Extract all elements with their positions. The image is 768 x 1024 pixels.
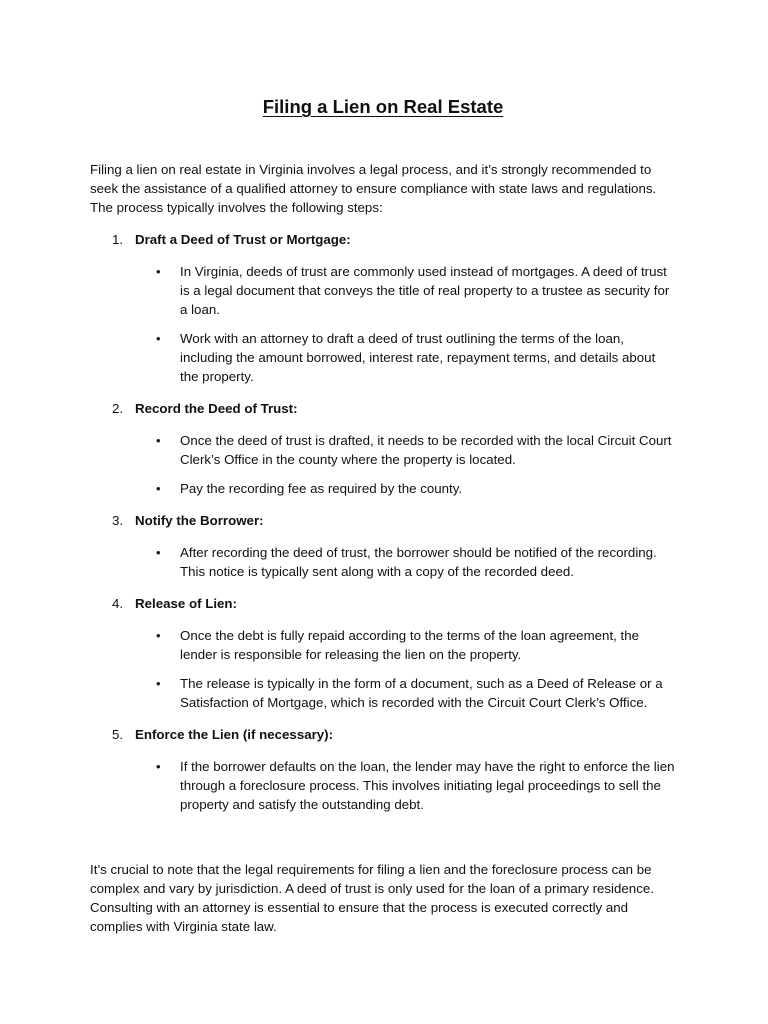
step-item — [90, 591, 676, 712]
bullet-text: In Virginia, deeds of trust are commonly used instead of mortgages. A deed of trust is a legal document that conveys the title of real property to a trustee as security for a loan. — [180, 264, 670, 317]
bullet-item — [90, 431, 676, 469]
step-title: Release of Lien: — [135, 596, 237, 611]
bullet-item — [90, 757, 676, 814]
step-item — [90, 508, 676, 581]
bullet-icon: • — [156, 264, 161, 279]
step-number: 3. — [112, 513, 124, 528]
bullet-text: Once the deed of trust is drafted, it needs to be recorded with the local Circuit Court Clerk’s Office in the county where the property is located. — [180, 433, 672, 467]
bullet-item — [90, 543, 676, 581]
bullet-icon: • — [156, 759, 161, 774]
bullet-list — [90, 757, 676, 814]
bullet-icon: • — [156, 545, 161, 560]
document-title: Filing a Lien on Real Estate — [262, 96, 504, 117]
bullet-icon: • — [156, 628, 161, 643]
bullet-text: Once the debt is fully repaid according to the terms of the loan agreement, the lender is responsible for releasing the lien on the property. — [180, 628, 640, 662]
bullet-list — [90, 626, 676, 712]
step-title: Draft a Deed of Trust or Mortgage: — [135, 232, 351, 247]
bullet-text: Work with an attorney to draft a deed of trust outlining the terms of the loan, including the amount borrowed, interest rate, repayment terms, and details about the property. — [180, 331, 656, 384]
bullet-icon: • — [156, 481, 161, 496]
bullet-text: After recording the deed of trust, the borrower should be notified of the recording. This notice is typically sent along with a copy of the recorded deed. — [180, 545, 657, 579]
bullet-text: Pay the recording fee as required by the county. — [180, 481, 463, 496]
bullet-text: The release is typically in the form of a document, such as a Deed of Release or a Satisfaction of Mortgage, which is recorded with the Circuit Court Clerk’s Office. — [180, 676, 663, 710]
bullet-item — [90, 479, 676, 498]
step-number: 2. — [112, 401, 124, 416]
step-item — [90, 722, 676, 814]
step-item — [90, 396, 676, 498]
step-number: 4. — [112, 596, 124, 611]
bullet-icon: • — [156, 676, 161, 691]
bullet-text: If the borrower defaults on the loan, the lender may have the right to enforce the lien through a foreclosure process. This involves initiating legal proceedings to sell the property and satisfy the outstanding debt. — [180, 759, 675, 812]
closing-paragraph: It’s crucial to note that the legal requirements for filing a lien and the foreclosure process can be complex and vary by jurisdiction. A deed of trust is only used for the loan of a primary residence. Consulting with an attorney is essential to ensure that the process is executed correctly and complies with Virginia state law. — [90, 862, 654, 934]
step-number: 5. — [112, 727, 124, 742]
bullet-icon: • — [156, 331, 161, 346]
step-item — [90, 227, 676, 386]
step-title: Enforce the Lien (if necessary): — [135, 727, 334, 742]
bullet-item — [90, 626, 676, 664]
steps-list — [90, 227, 676, 814]
bullet-item — [90, 262, 676, 319]
bullet-item — [90, 674, 676, 712]
bullet-list — [90, 262, 676, 386]
bullet-item — [90, 329, 676, 386]
bullet-list — [90, 543, 676, 581]
intro-paragraph: Filing a lien on real estate in Virginia involves a legal process, and it’s strongly recommended to seek the assistance of a qualified attorney to ensure compliance with state laws and regulations. The process typically involves the following steps: — [90, 162, 657, 215]
bullet-icon: • — [156, 433, 161, 448]
step-title: Notify the Borrower: — [135, 513, 264, 528]
step-number: 1. — [112, 232, 124, 247]
bullet-list — [90, 431, 676, 498]
step-title: Record the Deed of Trust: — [135, 401, 298, 416]
